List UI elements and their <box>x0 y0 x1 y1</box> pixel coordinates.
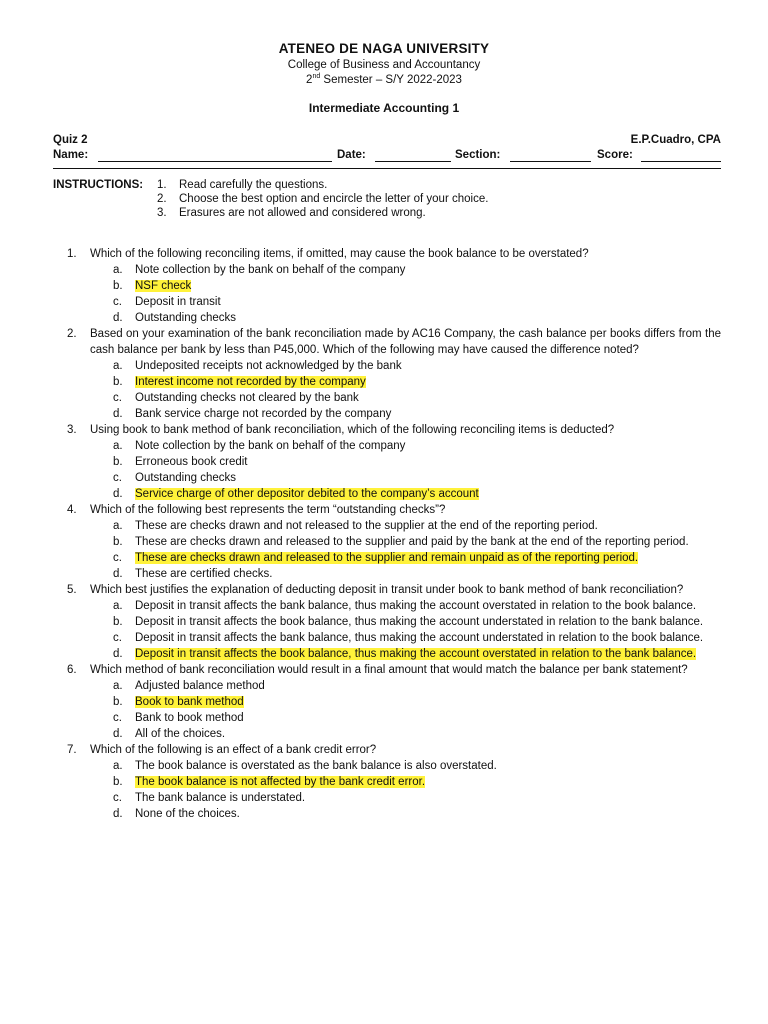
name-blank[interactable] <box>98 161 332 162</box>
document-header <box>0 40 768 116</box>
option-letter: b. <box>113 376 123 388</box>
question-text: Which of the following best represents the term “outstanding checks”? <box>90 504 446 516</box>
option-text: Erroneous book credit <box>135 456 248 468</box>
question-list <box>53 246 721 822</box>
option-text: These are certified checks. <box>135 568 273 580</box>
instruction-number: 3. <box>157 207 167 219</box>
option-b[interactable] <box>113 694 721 710</box>
question-text: Which of the following reconciling items, if omitted, may cause the book balance to be overstated? <box>90 248 589 260</box>
question-6 <box>53 662 721 742</box>
option-d[interactable] <box>113 726 721 742</box>
option-a[interactable] <box>113 518 721 534</box>
option-text: These are checks drawn and released to the supplier and paid by the bank at the end of the reporting period. <box>135 536 689 548</box>
question-2 <box>53 326 721 422</box>
option-text: Adjusted balance method <box>135 680 265 692</box>
highlighted-answer: Service charge of other depositor debited to the company’s account <box>135 488 479 500</box>
option-c[interactable] <box>113 470 721 486</box>
option-letter: b. <box>113 456 123 468</box>
option-text: Outstanding checks not cleared by the bank <box>135 392 359 404</box>
instruction-item <box>157 178 327 192</box>
score-label: Score: <box>597 149 633 161</box>
option-letter: b. <box>113 536 123 548</box>
question-number: 2. <box>67 328 77 340</box>
score-blank[interactable] <box>641 161 721 162</box>
question-number: 6. <box>67 664 77 676</box>
option-b[interactable] <box>113 374 721 390</box>
option-b[interactable] <box>113 454 721 470</box>
question-number: 5. <box>67 584 77 596</box>
meta-row-fields <box>53 148 721 163</box>
question-text: Based on your examination of the bank reconciliation made by AC16 Company, the cash balance per books differs from the cash balance per bank by less than P45,000. Which of the following may have caused the difference noted? <box>90 328 721 356</box>
option-letter: c. <box>113 712 122 724</box>
option-text: The bank balance is understated. <box>135 792 306 804</box>
option-d[interactable] <box>113 486 721 502</box>
highlighted-answer: Book to bank method <box>135 696 244 708</box>
semester-line <box>0 73 768 88</box>
subject-title: Intermediate Accounting 1 <box>308 101 460 115</box>
option-letter: a. <box>113 264 123 276</box>
question-number: 1. <box>67 248 77 260</box>
option-c[interactable] <box>113 390 721 406</box>
option-text: These are checks drawn and not released to the supplier at the end of the reporting period. <box>135 520 598 532</box>
instruction-item <box>157 192 488 206</box>
question-text: Which method of bank reconciliation would result in a final amount that would match the balance per bank statement? <box>90 664 688 676</box>
option-letter: d. <box>113 808 123 820</box>
question-5 <box>53 582 721 662</box>
question-1 <box>53 246 721 326</box>
option-text: Outstanding checks <box>135 472 237 484</box>
option-letter: b. <box>113 776 123 788</box>
instruction-text: Choose the best option and encircle the letter of your choice. <box>179 193 489 205</box>
college-name: College of Business and Accountancy <box>287 59 481 71</box>
option-letter: a. <box>113 520 123 532</box>
option-letter: a. <box>113 680 123 692</box>
date-label: Date: <box>337 149 366 161</box>
date-blank[interactable] <box>375 161 451 162</box>
name-label: Name: <box>53 149 89 161</box>
question-number: 7. <box>67 744 77 756</box>
option-b[interactable] <box>113 278 721 294</box>
highlighted-answer: Deposit in transit affects the book balance, thus making the account overstated in relation to the bank balance. <box>135 648 697 660</box>
option-text: Note collection by the bank on behalf of the company <box>135 440 406 452</box>
instruction-number: 2. <box>157 193 167 205</box>
instructions-label: INSTRUCTIONS: <box>53 179 144 191</box>
option-letter: c. <box>113 792 122 804</box>
section-label: Section: <box>455 149 501 161</box>
option-letter: d. <box>113 488 123 500</box>
question-7 <box>53 742 721 822</box>
option-text: The book balance is overstated as the bank balance is also overstated. <box>135 760 497 772</box>
option-a[interactable] <box>113 262 721 278</box>
meta-row-top <box>53 133 721 148</box>
question-text: Using book to bank method of bank reconciliation, which of the following reconciling items is deducted? <box>90 424 615 436</box>
option-a[interactable] <box>113 598 721 614</box>
option-letter: a. <box>113 440 123 452</box>
option-c[interactable] <box>113 630 721 646</box>
option-c[interactable] <box>113 294 721 310</box>
option-letter: d. <box>113 648 123 660</box>
option-letter: d. <box>113 312 123 324</box>
option-text: None of the choices. <box>135 808 240 820</box>
instructor-name: E.P.Cuadro, CPA <box>630 134 721 146</box>
option-d[interactable] <box>113 566 721 582</box>
option-c[interactable] <box>113 550 721 566</box>
option-letter: a. <box>113 600 123 612</box>
section-blank[interactable] <box>510 161 591 162</box>
question-4 <box>53 502 721 582</box>
question-number: 4. <box>67 504 77 516</box>
option-text: Outstanding checks <box>135 312 237 324</box>
option-c[interactable] <box>113 710 721 726</box>
quiz-label: Quiz 2 <box>53 134 88 146</box>
option-text: Undeposited receipts not acknowledged by the bank <box>135 360 402 372</box>
option-text: Deposit in transit affects the bank balance, thus making the account understated in relation to the book balance. <box>135 632 704 644</box>
option-b[interactable] <box>113 534 721 550</box>
option-d[interactable] <box>113 310 721 326</box>
option-text: Note collection by the bank on behalf of the company <box>135 264 406 276</box>
semester-ordinal-suffix: nd <box>312 73 321 81</box>
instruction-text: Read carefully the questions. <box>179 179 328 191</box>
semester-number: 2 <box>306 74 313 86</box>
instruction-text: Erasures are not allowed and considered wrong. <box>179 207 426 219</box>
option-b[interactable] <box>113 774 721 790</box>
instruction-item <box>157 206 426 220</box>
option-letter: c. <box>113 392 122 404</box>
question-text: Which of the following is an effect of a bank credit error? <box>90 744 377 756</box>
option-letter: a. <box>113 760 123 772</box>
question-number: 3. <box>67 424 77 436</box>
highlighted-answer: These are checks drawn and released to the supplier and remain unpaid as of the reporting period. <box>135 552 639 564</box>
highlighted-answer: The book balance is not affected by the bank credit error. <box>135 776 426 788</box>
option-letter: b. <box>113 616 123 628</box>
option-letter: b. <box>113 696 123 708</box>
option-letter: c. <box>113 552 122 564</box>
option-letter: c. <box>113 296 122 308</box>
question-text: Which best justifies the explanation of deducting deposit in transit under book to bank method of bank reconciliation? <box>90 584 684 596</box>
highlighted-answer: NSF check <box>135 280 192 292</box>
option-letter: d. <box>113 568 123 580</box>
semester-text: Semester – S/Y 2022-2023 <box>320 74 462 86</box>
option-d[interactable] <box>113 806 721 822</box>
question-3 <box>53 422 721 502</box>
option-text: Bank service charge not recorded by the company <box>135 408 392 420</box>
option-a[interactable] <box>113 358 721 374</box>
option-text: Deposit in transit <box>135 296 221 308</box>
instruction-number: 1. <box>157 179 167 191</box>
option-letter: d. <box>113 408 123 420</box>
option-d[interactable] <box>113 406 721 422</box>
option-c[interactable] <box>113 790 721 806</box>
option-letter: a. <box>113 360 123 372</box>
university-name: ATENEO DE NAGA UNIVERSITY <box>278 41 490 56</box>
option-d[interactable] <box>113 646 721 662</box>
option-letter: d. <box>113 728 123 740</box>
option-text: Deposit in transit affects the bank balance, thus making the account overstated in relation to the book balance. <box>135 600 697 612</box>
quiz-meta <box>53 133 721 163</box>
option-text: All of the choices. <box>135 728 226 740</box>
highlighted-answer: Interest income not recorded by the company <box>135 376 366 388</box>
option-a[interactable] <box>113 438 721 454</box>
option-a[interactable] <box>113 678 721 694</box>
option-a[interactable] <box>113 758 721 774</box>
header-divider <box>53 168 721 169</box>
option-text: Deposit in transit affects the book balance, thus making the account understated in relation to the bank balance. <box>135 616 704 628</box>
option-letter: b. <box>113 280 123 292</box>
option-letter: c. <box>113 632 122 644</box>
option-b[interactable] <box>113 614 721 630</box>
option-text: Bank to book method <box>135 712 244 724</box>
option-letter: c. <box>113 472 122 484</box>
